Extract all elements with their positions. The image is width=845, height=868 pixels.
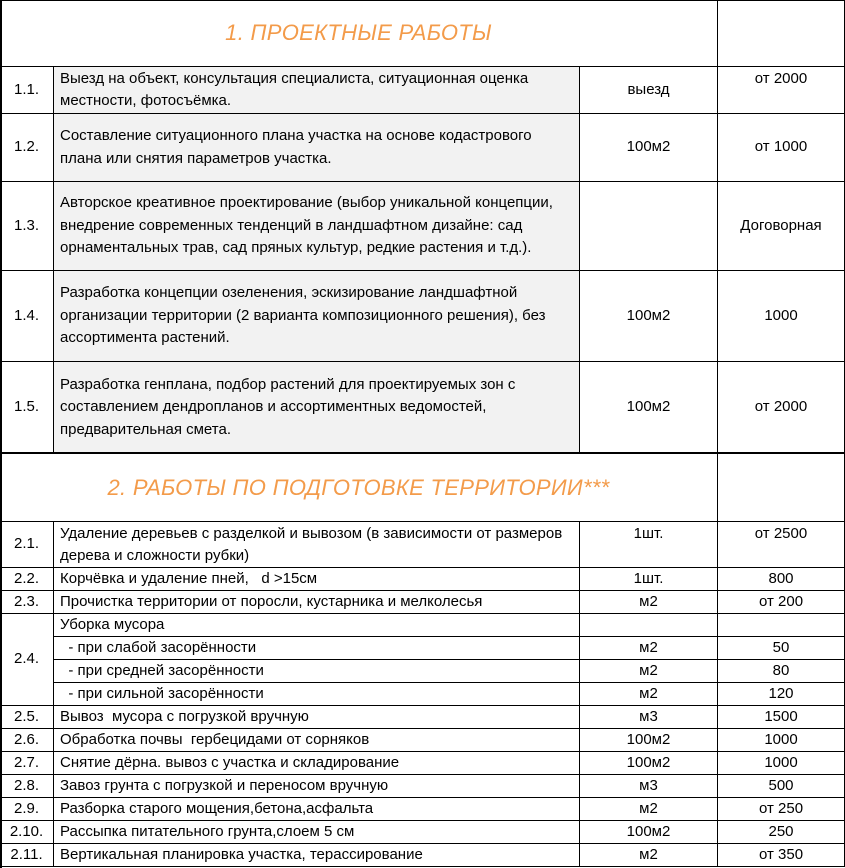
row-unit: 1шт. (580, 522, 718, 568)
sub-row-description: - при средней засорённости (54, 660, 580, 683)
row-price: 1000 (718, 271, 845, 362)
row-number: 1.3. (0, 182, 54, 271)
row-description: Уборка мусора (54, 614, 580, 637)
row-number: 2.2. (0, 568, 54, 591)
sub-row-description: - при сильной засорённости (54, 683, 580, 706)
row-price: от 1000 (718, 114, 845, 182)
sub-row-price: 50 (718, 637, 845, 660)
sub-row-price: 80 (718, 660, 845, 683)
row-unit: м3 (580, 775, 718, 798)
row-description: Авторское креативное проектирование (выбор уникальной концепции, внедрение современных тенденций в ландшафтном дизайне: сад орнаментальных трав, сад пряных культур, редкие растения и т.д.). (54, 182, 580, 271)
row-unit: м2 (580, 798, 718, 821)
row-unit: 100м2 (580, 271, 718, 362)
row-number: 1.4. (0, 271, 54, 362)
row-number: 2.10. (0, 821, 54, 844)
row-price: 1500 (718, 706, 845, 729)
row-price: 800 (718, 568, 845, 591)
sub-row-unit: м2 (580, 637, 718, 660)
row-description: Выезд на объект, консультация специалиста, ситуационная оценка местности, фотосъёмка. (54, 67, 580, 114)
row-unit: 100м2 (580, 362, 718, 454)
row-unit (580, 182, 718, 271)
row-number: 2.6. (0, 729, 54, 752)
row-description: Завоз грунта с погрузкой и переносом вручную (54, 775, 580, 798)
row-number: 2.4. (0, 614, 54, 706)
section-2-heading: 2. РАБОТЫ ПО ПОДГОТОВКЕ ТЕРРИТОРИИ*** (0, 454, 718, 522)
row-price: от 200 (718, 591, 845, 614)
row-description: Разработка генплана, подбор растений для проектируемых зон с составлением дендропланов и ассортиментных ведомостей, предварительная смета. (54, 362, 580, 454)
row-number: 1.5. (0, 362, 54, 454)
row-unit (580, 614, 718, 637)
row-description: Рассыпка питательного грунта,слоем 5 см (54, 821, 580, 844)
row-unit: 1шт. (580, 568, 718, 591)
row-description: Удаление деревьев с разделкой и вывозом (в зависимости от размеров дерева и сложности рубки) (54, 522, 580, 568)
row-number: 2.7. (0, 752, 54, 775)
row-price: от 2000 (718, 67, 845, 114)
section-1-heading-side (718, 0, 845, 67)
row-price: 500 (718, 775, 845, 798)
row-description: Снятие дёрна. вывоз с участка и складирование (54, 752, 580, 775)
row-description: Прочистка территории от поросли, кустарника и мелколесья (54, 591, 580, 614)
row-number: 2.9. (0, 798, 54, 821)
row-price: Договорная (718, 182, 845, 271)
row-unit: м3 (580, 706, 718, 729)
sub-row-description: - при слабой засорённости (54, 637, 580, 660)
row-unit: выезд (580, 67, 718, 114)
row-number: 2.11. (0, 844, 54, 867)
row-description: Обработка почвы гербецидами от сорняков (54, 729, 580, 752)
row-description: Корчёвка и удаление пней, d >15см (54, 568, 580, 591)
row-price: от 2500 (718, 522, 845, 568)
row-unit: м2 (580, 844, 718, 867)
row-description: Составление ситуационного плана участка на основе кодастрового плана или снятия параметров участка. (54, 114, 580, 182)
row-price: 1000 (718, 729, 845, 752)
row-price: от 350 (718, 844, 845, 867)
row-number: 2.1. (0, 522, 54, 568)
row-number: 2.3. (0, 591, 54, 614)
row-number: 2.8. (0, 775, 54, 798)
row-description: Разборка старого мощения,бетона,асфальта (54, 798, 580, 821)
row-price (718, 614, 845, 637)
section-2-heading-side (718, 454, 845, 522)
row-description: Вертикальная планировка участка, терассирование (54, 844, 580, 867)
sub-row-unit: м2 (580, 660, 718, 683)
row-unit: м2 (580, 591, 718, 614)
row-price: от 2000 (718, 362, 845, 454)
row-number: 1.1. (0, 67, 54, 114)
row-number: 2.5. (0, 706, 54, 729)
row-number: 1.2. (0, 114, 54, 182)
row-price: от 250 (718, 798, 845, 821)
sub-row-unit: м2 (580, 683, 718, 706)
row-unit: 100м2 (580, 821, 718, 844)
row-unit: 100м2 (580, 729, 718, 752)
row-description: Вывоз мусора с погрузкой вручную (54, 706, 580, 729)
row-price: 250 (718, 821, 845, 844)
row-unit: 100м2 (580, 752, 718, 775)
section-1-heading: 1. ПРОЕКТНЫЕ РАБОТЫ (0, 0, 718, 67)
row-description: Разработка концепции озеленения, эскизирование ландшафтной организации территории (2 варианта композиционного решения), без ассортимента растений. (54, 271, 580, 362)
sub-row-price: 120 (718, 683, 845, 706)
row-unit: 100м2 (580, 114, 718, 182)
row-price: 1000 (718, 752, 845, 775)
